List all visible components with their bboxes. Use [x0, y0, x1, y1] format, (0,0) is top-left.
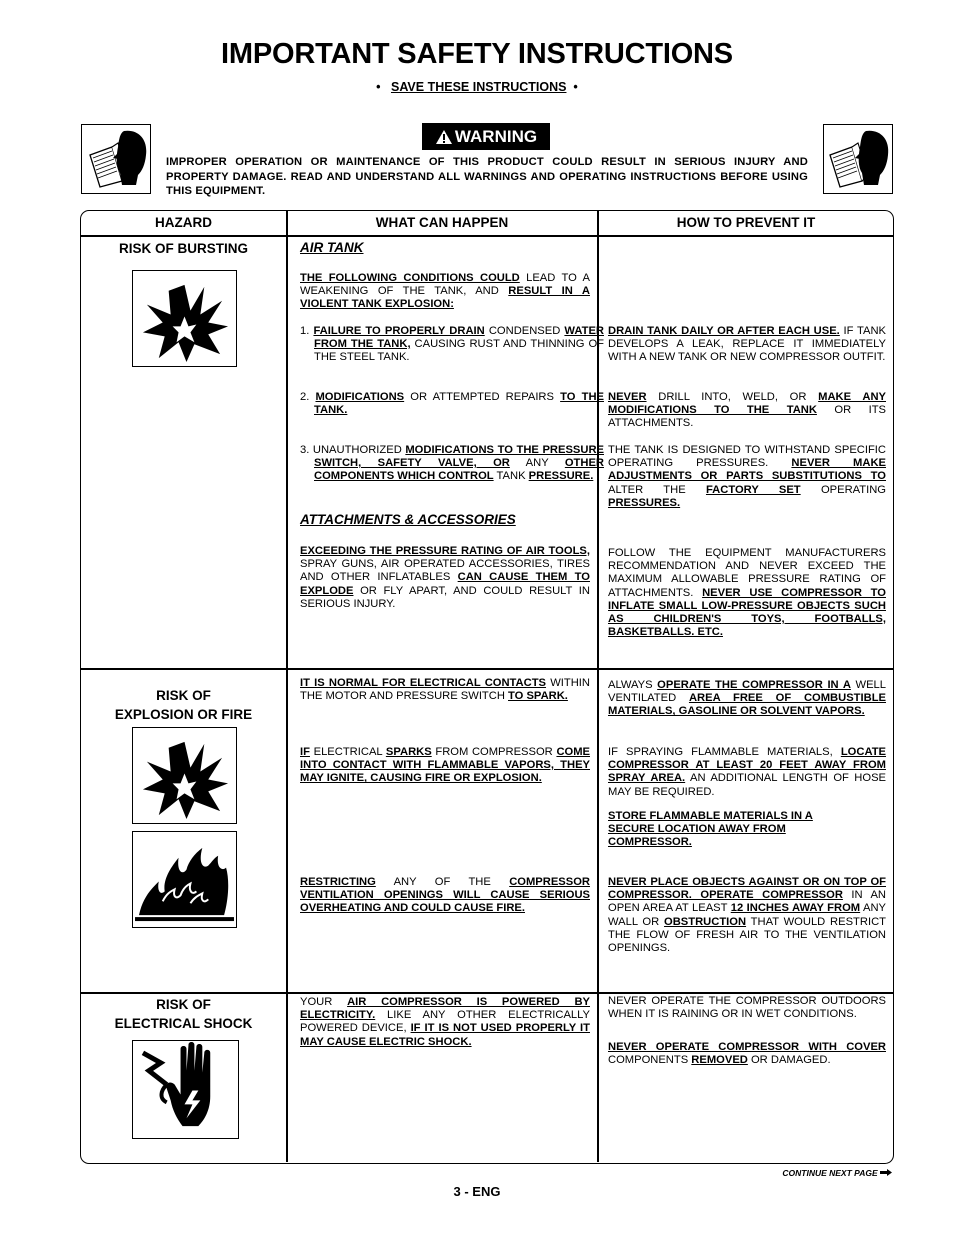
prevent-2b: IF SPRAYING FLAMMABLE MATERIALS, LOCATE COMPRESSOR AT LEAST 20 FEET AWAY FROM SPRAY AREA. AN ADDITIONAL LENGTH OF HOSE MAY BE REQUIRED. — [608, 746, 886, 798]
continue-next-page: CONTINUE NEXT PAGE — [782, 1168, 892, 1178]
section-air-tank: AIR TANK — [300, 240, 364, 255]
header-hazard: HAZARD — [155, 215, 212, 230]
explosion-icon — [132, 270, 237, 367]
prevent-1c: THE TANK IS DESIGNED TO WITHSTAND SPECIFIC OPERATING PRESSURES. NEVER MAKE ADJUSTMENTS OR PARTS SUBSTITUTIONS TO ALTER THE FACTORY SET OPERATING PRESSURES. — [608, 444, 886, 509]
prevent-1b: NEVER DRILL INTO, WELD, OR MAKE ANY MODIFICATIONS TO THE TANK OR ITS ATTACHMENTS. — [608, 391, 887, 430]
read-manual-icon — [823, 124, 893, 194]
page-title: IMPORTANT SAFETY INSTRUCTIONS — [221, 38, 733, 70]
what-can-happen-2b: IF ELECTRICAL SPARKS FROM COMPRESSOR COME INTO CONTACT WITH FLAMMABLE VAPORS, THEY MAY IGNITE, CAUSING FIRE OR EXPLOSION. — [300, 746, 590, 785]
prevent-1a: DRAIN TANK DAILY OR AFTER EACH USE. IF TANK DEVELOPS A LEAK, REPLACE IT IMMEDIATELY WITH A NEW TANK OR NEW COMPRESSOR OUTFIT. — [608, 325, 886, 364]
what-can-happen-1c: 2. MODIFICATIONS OR ATTEMPTED REPAIRS TO THE TANK. — [300, 391, 604, 417]
header-what-can-happen: WHAT CAN HAPPEN — [375, 215, 509, 230]
bullet: • — [573, 80, 578, 94]
what-can-happen-1d: 3. UNAUTHORIZED MODIFICATIONS TO THE PRESSURE SWITCH, SAFETY VALVE, OR ANY OTHER COMPONENTS WHICH CONTROL TANK PRESSURE. — [300, 444, 604, 483]
bullet: • — [376, 80, 381, 94]
prevent-2c: STORE FLAMMABLE MATERIALS IN A SECURE LOCATION AWAY FROM COMPRESSOR. — [608, 810, 813, 849]
read-manual-icon — [81, 124, 151, 194]
what-can-happen-1e: EXCEEDING THE PRESSURE RATING OF AIR TOOLS, SPRAY GUNS, AIR OPERATED ACCESSORIES, TIRES AND OTHER INFLATABLES CAN CAUSE THEM TO EXPLODE OR FLY APART, AND COULD RESULT IN SERIOUS INJURY. — [300, 545, 590, 610]
electric-shock-icon — [132, 1040, 239, 1139]
pointing-hand-icon — [880, 1169, 892, 1176]
prevent-1d: FOLLOW THE EQUIPMENT MANUFACTURERS RECOMMENDATION AND NEVER EXCEED THE MAXIMUM ALLOWABLE PRESSURE RATING OF ATTACHMENTS. NEVER USE COMPRESSOR TO INFLATE SMALL LOW-PRESSURE OBJECTS SUCH AS CHILDREN'S TOYS, FOOTBALLS, BASKETBALLS. ETC. — [608, 547, 886, 639]
alert-triangle-icon — [435, 129, 453, 145]
what-can-happen-1b: 1. FAILURE TO PROPERLY DRAIN CONDENSED WATER FROM THE TANK, CAUSING RUST AND THINNING OF THE STEEL TANK. — [300, 325, 605, 364]
page-subtitle — [0, 80, 954, 94]
prevent-2a: ALWAYS OPERATE THE COMPRESSOR IN A WELL VENTILATED AREA FREE OF COMBUSTIBLE MATERIALS, GASOLINE OR SOLVENT VAPORS. — [608, 679, 887, 718]
explosion-icon — [132, 727, 237, 824]
warning-label-text: WARNING — [454, 126, 538, 146]
what-can-happen-3a: YOUR AIR COMPRESSOR IS POWERED BY ELECTRICITY. LIKE ANY OTHER ELECTRICALLY POWERED DEVICE, IF IT IS NOT USED PROPERLY IT MAY CAUSE ELECTRIC SHOCK. — [300, 996, 590, 1048]
save-instructions-text: SAVE THESE INSTRUCTIONS — [390, 80, 567, 94]
what-can-happen-1a: THE FOLLOWING CONDITIONS COULD LEAD TO A WEAKENING OF THE TANK, AND RESULT IN A VIOLENT TANK EXPLOSION: — [300, 272, 590, 311]
warning-label — [422, 123, 550, 150]
hazard-electrical-shock: RISK OF ELECTRICAL SHOCK — [114, 997, 253, 1031]
hazard-table — [80, 210, 894, 1164]
page-number: 3 - ENG — [453, 1184, 501, 1199]
hazard-bursting: RISK OF BURSTING — [118, 241, 248, 256]
what-can-happen-2c: RESTRICTING ANY OF THE COMPRESSOR VENTILATION OPENINGS WILL CAUSE SERIOUS OVERHEATING AND COULD CAUSE FIRE. — [300, 876, 590, 915]
section-attachments: ATTACHMENTS & ACCESSORIES — [300, 512, 516, 527]
warning-text: IMPROPER OPERATION OR MAINTENANCE OF THIS PRODUCT COULD RESULT IN SERIOUS INJURY AND PROPERTY DAMAGE. READ AND UNDERSTAND ALL WARNINGS AND OPERATING INSTRUCTIONS BEFORE USING THIS EQUIPMENT. — [166, 156, 808, 197]
header-how-to-prevent: HOW TO PREVENT IT — [676, 215, 816, 230]
fire-icon — [132, 831, 237, 928]
hazard-explosion-fire: RISK OF EXPLOSION OR FIRE — [114, 688, 253, 722]
prevent-3b: NEVER OPERATE COMPRESSOR WITH COVER COMPONENTS REMOVED OR DAMAGED. — [608, 1041, 886, 1067]
prevent-3a: NEVER OPERATE THE COMPRESSOR OUTDOORS WHEN IT IS RAINING OR IN WET CONDITIONS. — [608, 995, 886, 1021]
prevent-2d: NEVER PLACE OBJECTS AGAINST OR ON TOP OF COMPRESSOR. OPERATE COMPRESSOR IN AN OPEN AREA AT LEAST 12 INCHES AWAY FROM ANY WALL OR OBSTRUCTION THAT WOULD RESTRICT THE FLOW OF FRESH AIR TO THE VENTILATION OPENINGS. — [608, 876, 886, 955]
what-can-happen-2a: IT IS NORMAL FOR ELECTRICAL CONTACTS WITHIN THE MOTOR AND PRESSURE SWITCH TO SPARK. — [300, 677, 590, 703]
